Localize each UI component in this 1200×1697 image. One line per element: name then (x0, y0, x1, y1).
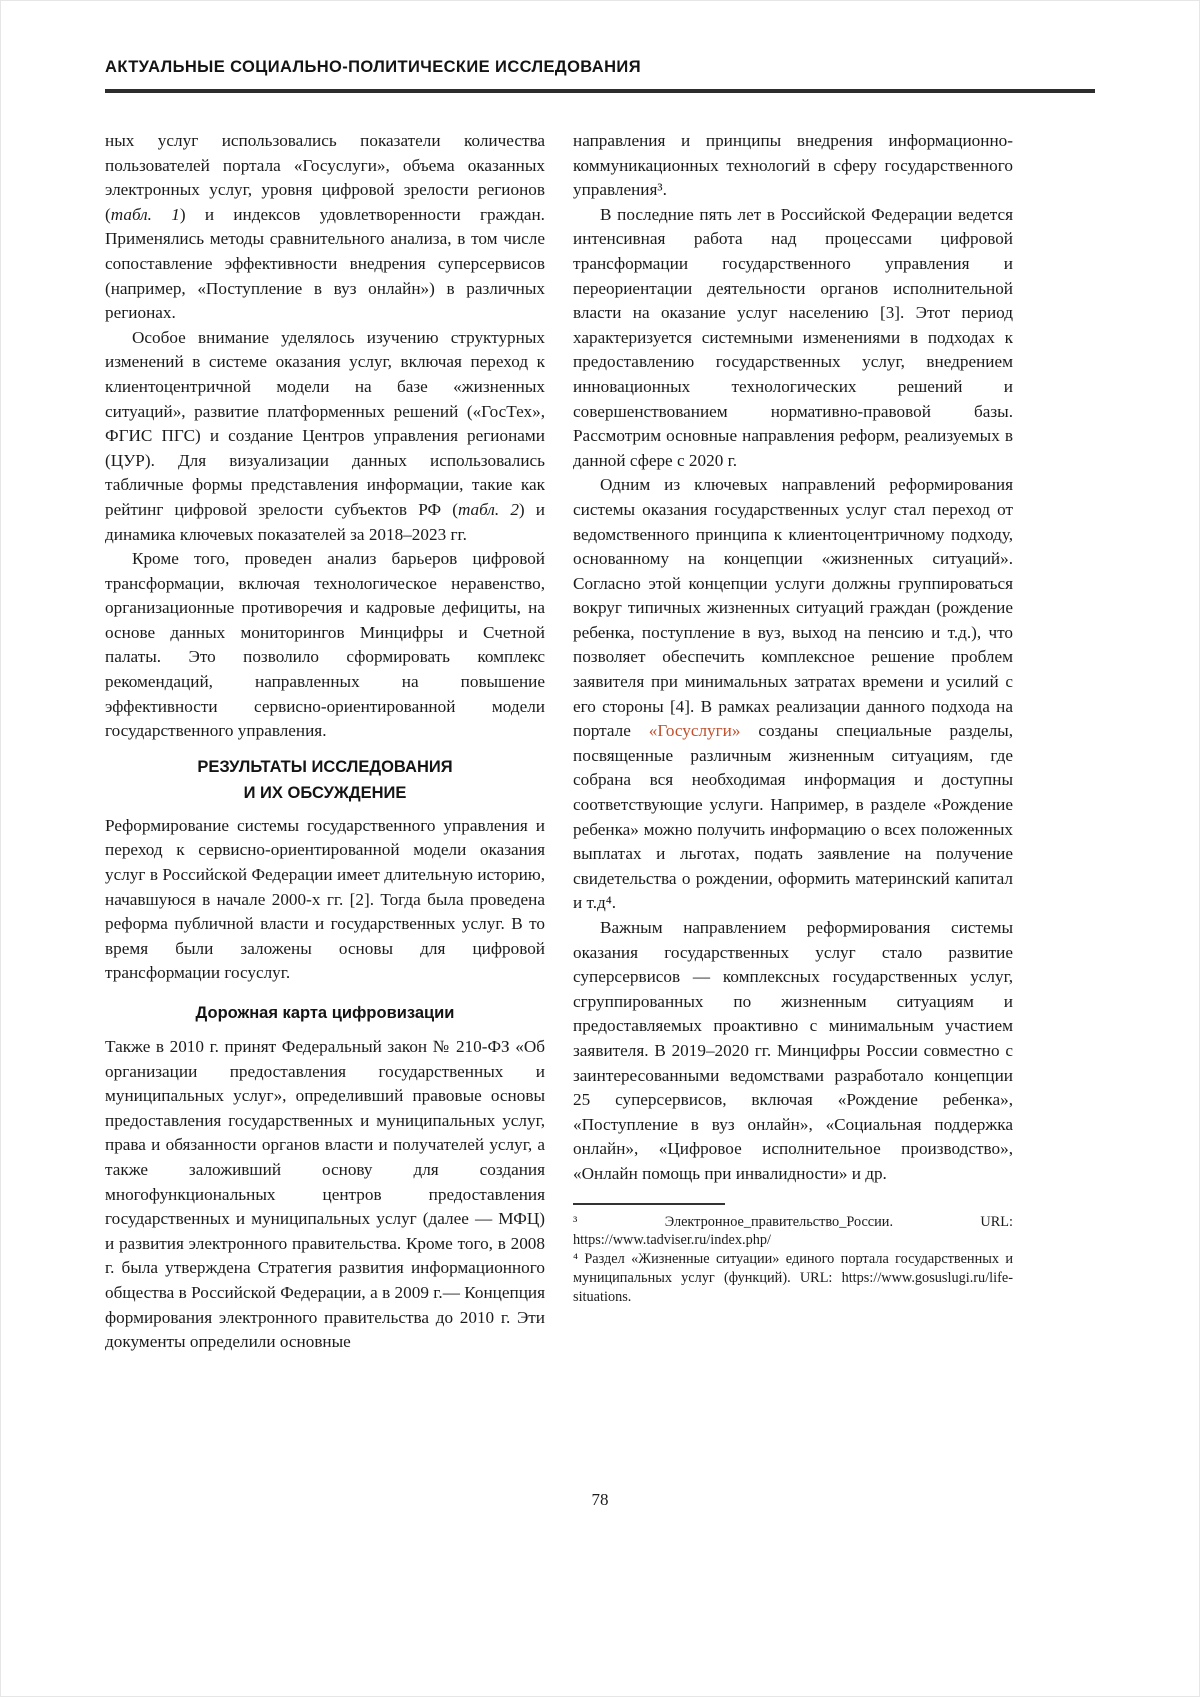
paragraph (573, 203, 1013, 474)
text-columns (105, 129, 1095, 1355)
text-run: В последние пять лет в Российской Федерации ведется интенсивная работа над процессами цифровой трансформации государственного управления и переориентации деятельности органов исполнительной власти на оказание услуг населению [3]. Этот период характеризуется системными изменениями в подходах к предоставлению государственных услуг, внедрением инновационных технологических решений и совершенствованием нормативно-правовой базы. Рассмотрим основные направления реформ, реализуемых в данной сфере с 2020 г. (573, 204, 1013, 470)
paragraph (105, 547, 545, 744)
text-run: направления и принципы внедрения информационно-коммуникационных технологий в сферу государственного управления³. (573, 131, 1013, 200)
text-run: Кроме того, проведен анализ барьеров цифровой трансформации, включая технологическое неравенство, организационные противоречия и кадровые дефициты, на основе данных мониторингов Минцифры и Счетной палаты. Это позволило сформировать комплекс рекомендаций, направленных на повышение эффективности сервисно-ориентированной модели государственного управления. (105, 549, 545, 741)
page-number: 78 (591, 1490, 609, 1509)
section-heading-line-2: И ИХ ОБСУЖДЕНИЕ (243, 783, 407, 802)
text-run: ) и индексов удовлетворенности граждан. Применялись методы сравнительного анализа, в том числе сопоставление эффективности внедрения суперсервисов (например, «Поступление в вуз онлайн») в различных регионах. (105, 204, 545, 323)
footnote-4: ⁴ Раздел «Жизненные ситуации» единого портала государственных и муниципальных услуг (функций). URL: https://www.gosuslugi.ru/life-situations. (573, 1251, 1013, 1305)
paragraph (105, 326, 545, 547)
paragraph (573, 129, 1013, 203)
header-rule (105, 89, 1095, 93)
paragraph (573, 916, 1013, 1187)
text-run: созданы специальные разделы, посвященные различным жизненным ситуациям, где собрана вся необходимая информация и доступны соответствующие услуги. Например, в разделе «Рождение ребенка» можно получить информацию о всех положенных выплатах и льготах, подать заявление на получение свидетельства о рождении, оформить материнский капитал и т.д⁴. (573, 721, 1013, 913)
text-run: Важным направлением реформирования системы оказания государственных услуг стало развитие суперсервисов — комплексных государственных услуг, сгруппированных по жизненным ситуациям и предоставляемых проактивно с минимальным участием заявителя. В 2019–2020 гг. Минцифры России совместно с заинтересованными ведомствами разработало концепции 25 суперсервисов, включая «Рождение ребенка», «Поступление в вуз онлайн», «Социальная поддержка онлайн», «Цифровое исполнительное производство», «Онлайн помощь при инвалидности» и др. (573, 918, 1013, 1183)
footnote-3: ³ Электронное_правительство_России. URL: https://www.tadviser.ru/index.php/ (573, 1213, 1013, 1249)
page-header (105, 58, 1095, 93)
section-heading-line-1: РЕЗУЛЬТАТЫ ИССЛЕДОВАНИЯ (197, 757, 453, 776)
paragraph (573, 473, 1013, 916)
paragraph (105, 1035, 545, 1355)
gosuslugi-link[interactable]: «Госуслуги» (648, 721, 741, 741)
text-run: ) и динамика ключевых показателей за 2018–2023 гг. (105, 499, 546, 544)
section-heading-results (105, 754, 545, 806)
paragraph (105, 814, 545, 986)
subsection-heading-roadmap: Дорожная карта цифровизации (195, 1004, 455, 1022)
text-run: Реформирование системы государственного управления и переход к сервисно-ориентированной модели оказания услуг в Российской Федерации имеет длительную историю, начавшуюся в начале 2000-х гг. [2]. Тогда была проведена реформа публичной власти и государственных услуг. В то время были заложены основы для цифровой трансформации госуслуг. (105, 815, 545, 983)
left-column (105, 129, 545, 1355)
text-run: Одним из ключевых направлений реформирования системы оказания государственных услуг стал переход от ведомственного принципа к клиентоцентричному подходу, основанному на концепции «жизненных ситуаций». Согласно этой концепции услуги должны группироваться вокруг типичных жизненных ситуаций граждан (рождение ребенка, поступление в вуз, выход на пенсию и т.д.), что позволяет обеспечить комплексное решение проблем заявителя при минимальных затратах времени и усилий с его стороны [4]. В рамках реализации данного подхода на портале (573, 475, 1013, 741)
text-run: Особое внимание уделялось изучению структурных изменений в системе оказания услуг, включая переход к клиентоцентричной модели на базе «жизненных ситуаций», развитие платформенных решений («ГосТех», ФГИС ПГС) и создание Центров управления регионами (ЦУР). Для визуализации данных использовались табличные формы представления информации, такие как рейтинг цифровой зрелости субъектов РФ ( (105, 327, 545, 519)
text-run: ных услуг использовались показатели количества пользователей портала «Госуслуги», объема оказанных электронных услуг, уровня цифровой зрелости регионов ( (105, 131, 545, 224)
right-column (573, 129, 1013, 1355)
italic-text: табл. 1 (110, 204, 180, 224)
text-run: Также в 2010 г. принят Федеральный закон № 210-ФЗ «Об организации предоставления государственных и муниципальных услуг», определивший правовые основы предоставления государственных и муниципальных услуг, права и обязанности органов власти и получателей услуг, а также заложивший основу для создания многофункциональных центров предоставления государственных и муниципальных услуг (далее — МФЦ) и развития электронного правительства. Кроме того, в 2008 г. была утверждена Стратегия развития информационного общества в Российской Федерации, а в 2009 г.— Концепция формирования электронного правительства до 2010 г. Эти документы определили основные (105, 1037, 545, 1352)
running-header-title: АКТУАЛЬНЫЕ СОЦИАЛЬНО-ПОЛИТИЧЕСКИЕ ИССЛЕДОВАНИЯ (105, 58, 641, 76)
footnote-separator (573, 1203, 725, 1205)
paragraph (105, 129, 545, 326)
italic-text: табл. 2 (457, 499, 519, 519)
footnotes-block (573, 1203, 1013, 1307)
